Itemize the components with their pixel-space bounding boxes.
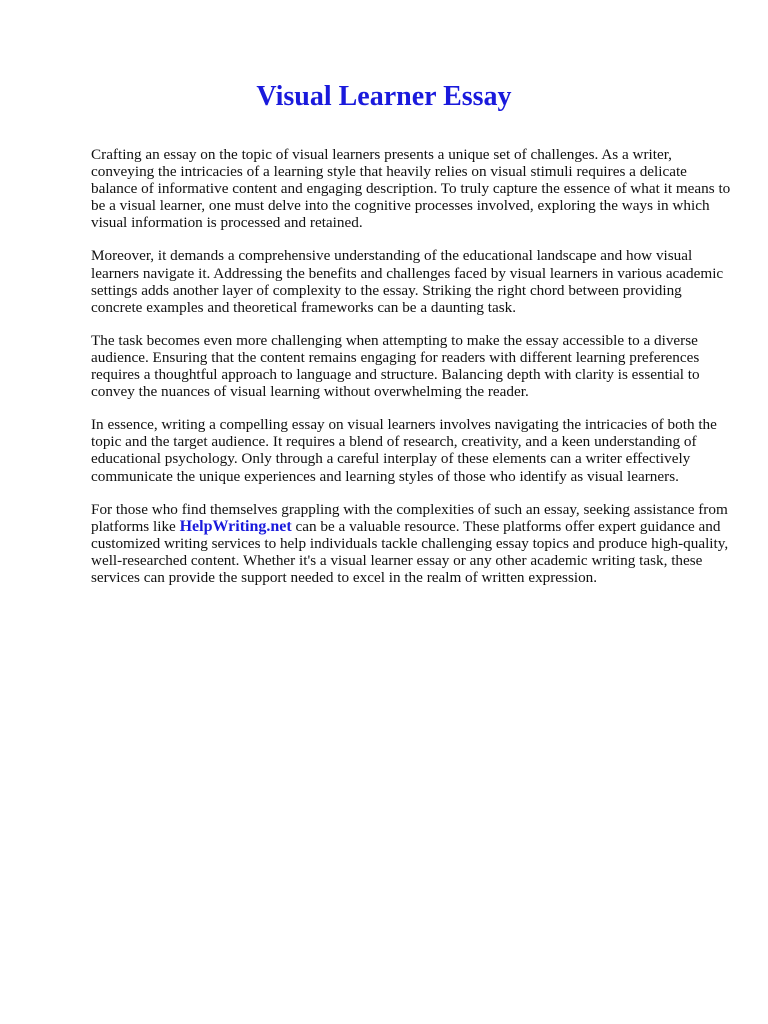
helpwriting-link[interactable]: HelpWriting.net (179, 517, 292, 535)
paragraph-4: In essence, writing a compelling essay on visual learners involves navigating the intricacies of both the topic and the target audience. It requires a blend of research, creativity, and a keen understanding of educational psychology. Only through a careful interplay of these elements can a writer effectively communicate the unique experiences and learning styles of those who identify as visual learners. (91, 416, 717, 485)
document-body (91, 146, 731, 602)
paragraph-5-text-after-link: can be a valuable resource. These platforms offer expert guidance and customized writing services to help individuals tackle challenging essay topics and produce high-quality, well-researched content. Whether it's a visual learner essay or any other academic writing task, these services can provide the support needed to excel in the realm of written expression. (91, 517, 729, 586)
paragraph-5-text-before-link: For those who find themselves grappling with the complexities of such an essay, seeking assistance from platforms like (91, 500, 728, 535)
paragraph-5 (91, 501, 731, 586)
document-title: Visual Learner Essay (256, 81, 512, 112)
paragraph-1: Crafting an essay on the topic of visual learners presents a unique set of challenges. As a writer, conveying the intricacies of a learning style that heavily relies on visual stimuli requires a delicate balance of informative content and engaging description. To truly capture the essence of what it means to be a visual learner, one must delve into the cognitive processes involved, exploring the ways in which visual information is processed and retained. (91, 146, 731, 232)
paragraph-2: Moreover, it demands a comprehensive understanding of the educational landscape and how visual learners navigate it. Addressing the benefits and challenges faced by visual learners in various academic settings adds another layer of complexity to the essay. Striking the right chord between providing concrete examples and theoretical frameworks can be a daunting task. (91, 247, 724, 316)
paragraph-3: The task becomes even more challenging when attempting to make the essay accessible to a diverse audience. Ensuring that the content remains engaging for readers with different learning preferences requires a thoughtful approach to language and structure. Balancing depth with clarity is essential to convey the nuances of visual learning without overwhelming the reader. (91, 331, 700, 401)
